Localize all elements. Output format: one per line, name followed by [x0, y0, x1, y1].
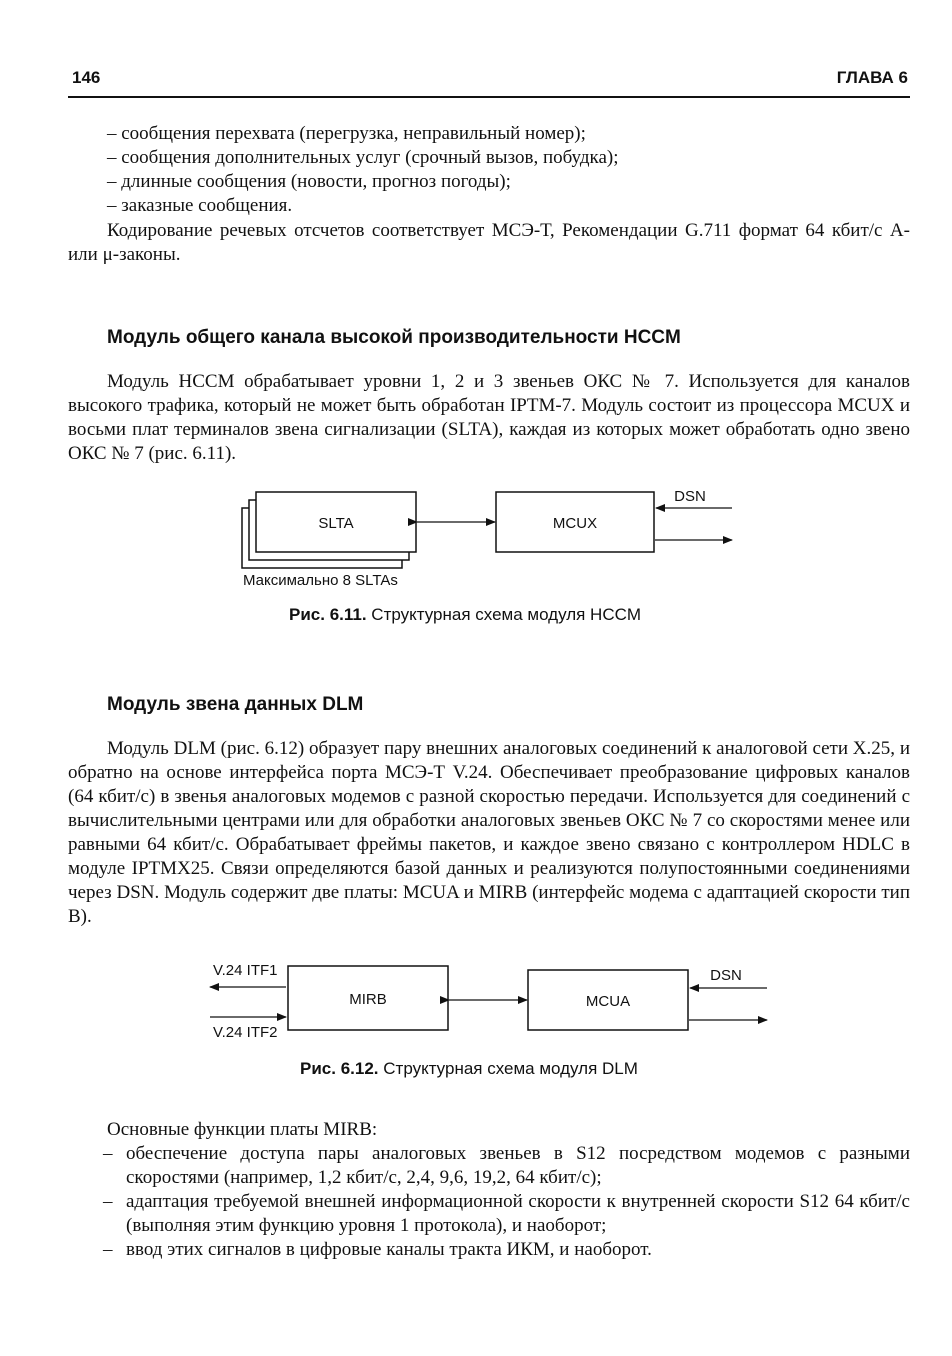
paragraph-coding: Кодирование речевых отсчетов соответствует МСЭ-Т, Рекомендации G.711 формат 64 кбит/с А- или μ-законы. — [68, 220, 910, 265]
list-item: – ввод этих сигналов в цифровые каналы тракта ИКМ, и наоборот. — [103, 1239, 652, 1260]
list-item-text: адаптация требуемой внешней информационной скорости к внутренней скорости S12 64 кбит/с (выполняя этим функцию уровня 1 протокола), и наоборот; — [126, 1191, 910, 1236]
list-item: – длинные сообщения (новости, прогноз погоды); — [107, 171, 511, 192]
v24-itf1-label: V.24 ITF1 — [213, 962, 278, 979]
mcux-label: MCUX — [552, 515, 598, 532]
list-item: – адаптация требуемой внешней информационной скорости к внутренней скорости S12 64 кбит/с (выполняя этим функцию уровня 1 протокола), и наоборот; — [103, 1191, 910, 1236]
figure-6-12-diagram — [210, 962, 767, 1041]
figure-number: Рис. 6.11. — [289, 605, 367, 624]
slta-label: SLTA — [318, 515, 354, 532]
page-number: 146 — [72, 68, 101, 87]
list-item: – сообщения перехвата (перегрузка, неправильный номер); — [107, 123, 586, 144]
mirb-functions-intro: Основные функции платы MIRB: — [107, 1119, 378, 1140]
dsn-label: DSN — [674, 488, 706, 505]
figure-6-11-diagram — [242, 488, 732, 589]
dsn-label: DSN — [710, 967, 742, 984]
list-item-text: ввод этих сигналов в цифровые каналы тракта ИКМ, и наоборот. — [126, 1239, 652, 1260]
chapter-label: ГЛАВА 6 — [836, 68, 908, 87]
section-heading-dlm: Модуль звена данных DLM — [107, 694, 364, 715]
max-slta-note: Максимально 8 SLTAs — [243, 572, 398, 589]
v24-itf2-label: V.24 ITF2 — [213, 1024, 278, 1041]
section-heading-hccm: Модуль общего канала высокой производительности HCCM — [107, 327, 681, 348]
paragraph-hccm: Модуль HCCM обрабатывает уровни 1, 2 и 3 звеньев ОКС № 7. Используется для каналов высокого трафика, который не может быть обработан IPTM-7. Модуль состоит из процессора MCUX и восьми плат терминалов звена сигнализации (SLTA), каждая из которых может обработать одно звено ОКС № 7 (рис. 6.11). — [68, 371, 910, 464]
figure-6-11-caption — [289, 605, 641, 625]
list-item-text: обеспечение доступа пары аналоговых звеньев в S12 посредством модемов с разными скоростями (например, 1,2 кбит/с, 2,4, 9,6, 19,2, 64 кбит/с); — [126, 1143, 910, 1188]
figure-title: Структурная схема модуля DLM — [383, 1059, 638, 1078]
figure-number: Рис. 6.12. — [300, 1059, 379, 1078]
list-item: – заказные сообщения. — [107, 195, 293, 216]
figure-title: Структурная схема модуля HCCM — [371, 605, 642, 624]
list-item: – сообщения дополнительных услуг (срочный вызов, побудка); — [107, 147, 619, 168]
list-item: – обеспечение доступа пары аналоговых звеньев в S12 посредством модемов с разными скоростями (например, 1,2 кбит/с, 2,4, 9,6, 19,2, 64 кбит/с); — [103, 1143, 910, 1188]
mirb-label: MIRB — [349, 991, 387, 1008]
mirb-functions — [103, 1118, 910, 1262]
mcua-label: MCUA — [585, 993, 631, 1010]
paragraph-dlm: Модуль DLM (рис. 6.12) образует пару внешних аналоговых соединений к аналоговой сети X.25, и обратно на основе интерфейса порта МСЭ-Т V.24. Обеспечивает преобразование цифровых каналов (64 кбит/с) в звенья аналоговых модемов с разной скоростью передачи. Используется для соединений с вычислительными центрами или для обработки аналоговых звеньев ОКС № 7 со скоростями менее или равными 64 кбит/с. Обрабатывает фреймы пакетов, и каждое звено связано с контроллером HDLC в модуле IPTMX25. Связи определяются базой данных и реализуются полупостоянными соединениями через DSN. Модуль содержит две платы: MCUA и MIRB (интерфейс модема с адаптацией скорости тип B). — [68, 738, 910, 927]
figure-6-12-caption — [300, 1059, 638, 1079]
